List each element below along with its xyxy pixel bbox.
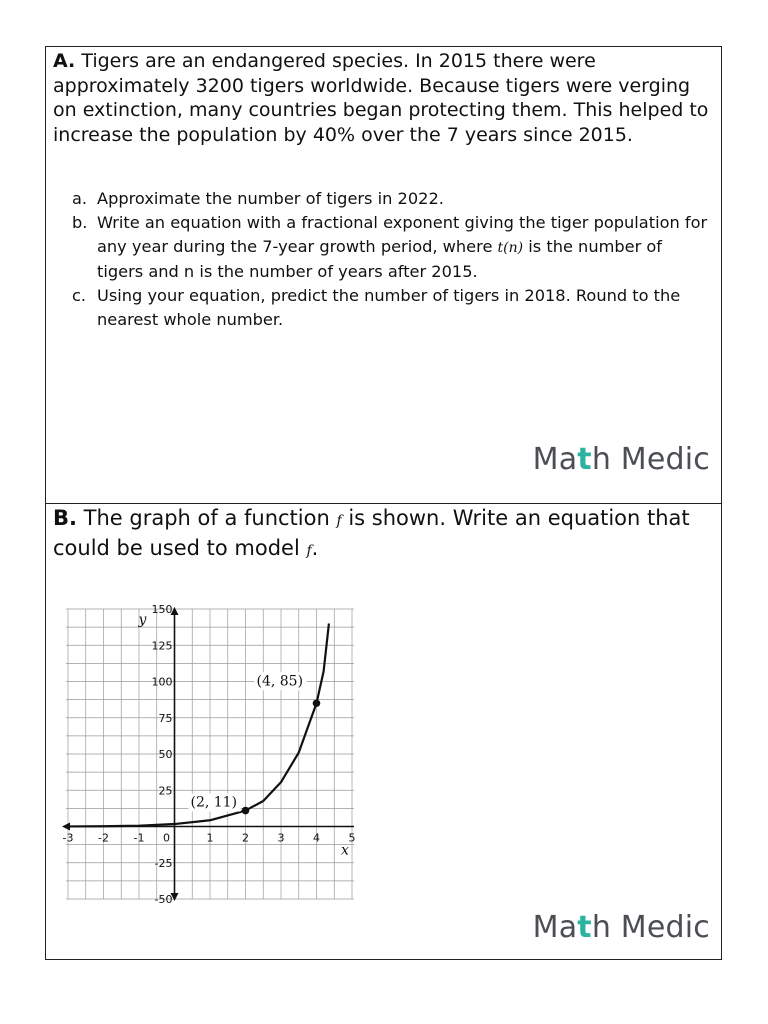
point-label: (4, 85) [256,673,304,690]
subpart-letter: c. [72,286,87,305]
subpart-letter: a. [72,189,88,208]
x-tick-label: 3 [277,831,285,845]
y-tick-label: -25 [154,856,173,870]
subpart-text: Approximate the number of tigers in 2022. [97,189,444,208]
problem-b-statement: B. The graph of a function f is shown. Write an equation that could be used to model f. [53,506,690,560]
data-point [313,699,321,707]
x-axis-label: x [340,842,349,859]
subpart-letter: b. [72,213,88,232]
subpart-text: Using your equation, predict the number of tigers in 2018. Round to the nearest whole number. [97,286,681,329]
subpart-text-before: Write an equation with a fractional exponent giving the tiger population for any year during the 7-year growth period, where [97,213,708,256]
problem-a-card [45,46,722,504]
problem-a-subparts [72,187,713,332]
y-tick-label: -50 [154,893,173,906]
plus-icon: t [577,910,592,945]
x-tick-label: 0 [163,831,170,845]
data-point [242,807,250,815]
function-notation: t(n) [497,240,524,256]
x-tick-label: -1 [133,831,145,845]
problem-a-label: A. [53,50,76,72]
x-tick-label: 5 [348,831,356,845]
x-tick-label: 2 [242,831,249,845]
x-tick-label: 1 [206,831,214,845]
subpart-text-after: is the number of tigers and n is the number of years after 2015. [97,237,662,281]
x-tick-label: -2 [98,831,109,845]
function-name: f [336,513,342,529]
point-label: (2, 11) [190,794,238,811]
function-name: f [306,543,312,559]
y-tick-label: 25 [158,784,173,798]
problem-a-text: Tigers are an endangered species. In 2015 there were approximately 3200 tigers worldwide. Because tigers were verging on extinction, many countries began protecting them. This helped to increase the population by 40% over the 7 years since 2015. [53,50,709,146]
function-graph [62,603,356,906]
plus-icon: t [577,442,592,477]
problem-b-card [45,503,722,960]
y-tick-label: 125 [151,639,173,653]
subpart-a [72,187,713,211]
subpart-b [72,211,713,284]
y-axis-label: y [138,612,147,629]
y-tick-label: 50 [158,748,173,761]
y-tick-label: 150 [151,603,173,616]
math-medic-logo: Math Medic [532,442,710,477]
y-tick-label: 75 [158,711,173,725]
y-tick-label: 100 [151,675,173,689]
subpart-c [72,284,713,332]
x-tick-label: 4 [313,831,320,845]
problem-a-statement [53,49,711,147]
x-tick-label: -3 [62,831,74,845]
problem-b-label: B. [53,506,77,530]
math-medic-logo: Math Medic [532,910,710,945]
